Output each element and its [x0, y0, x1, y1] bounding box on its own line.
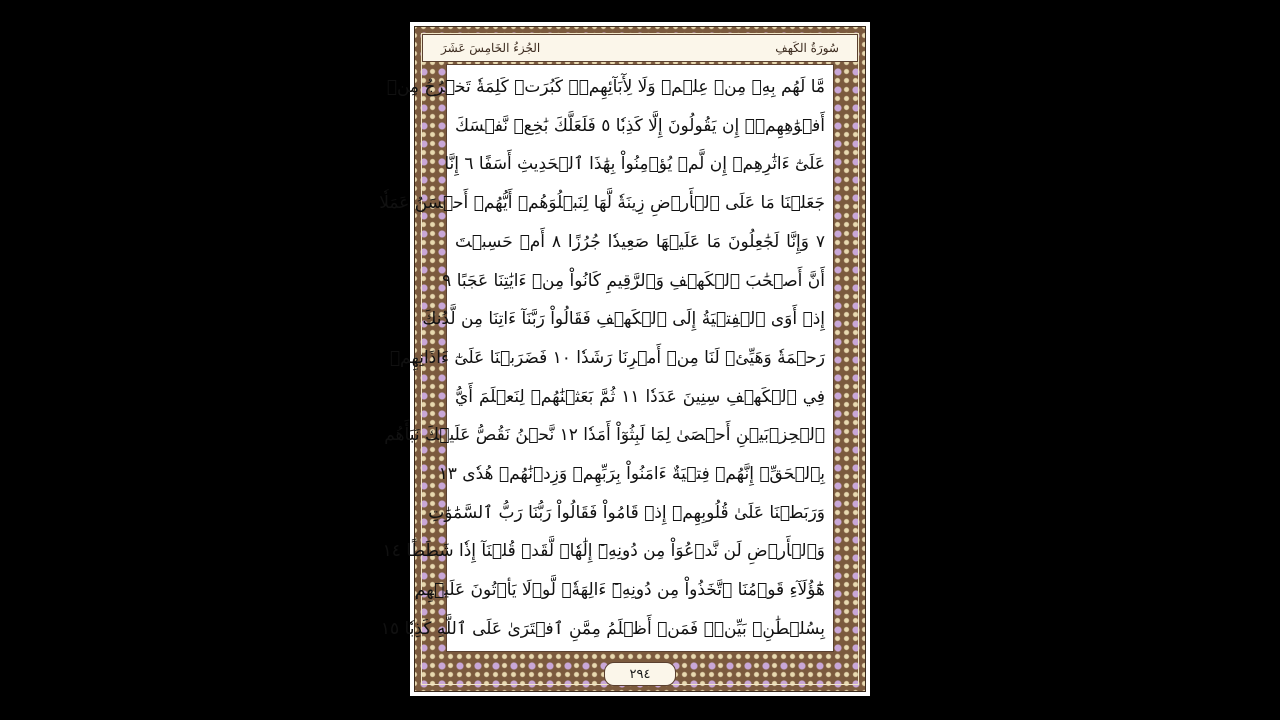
verse-line: أَنَّ أَصۡحَٰبَ ٱلۡكَهۡفِ وَٱلرَّقِيمِ كَانُواْ مِنۡ ءَايَٰتِنَا عَجَبًا ٩: [442, 270, 825, 291]
juz-label: الجُزءُ الخَامِسَ عَشَرَ: [441, 41, 541, 55]
verse-line: فِي ٱلۡكَهۡفِ سِنِينَ عَدَدٗا ١١ ثُمَّ بَعَثۡنَٰهُمۡ لِنَعۡلَمَ أَيُّ: [455, 386, 825, 407]
verse-line: وَرَبَطۡنَا عَلَىٰ قُلُوبِهِمۡ إِذۡ قَامُواْ فَقَالُواْ رَبُّنَا رَبُّ ٱلسَّمَٰوَٰتِ: [428, 502, 825, 523]
page-header: [422, 34, 858, 62]
verse-line: بِسُلۡطَٰنِۭ بَيِّنٖۖ فَمَنۡ أَظۡلَمُ مِمَّنِ ٱفۡتَرَىٰ عَلَى ٱللَّهِ كَذِبٗا ١٥: [380, 618, 825, 639]
page-number: ٢٩٤: [604, 662, 676, 686]
verse-line: هَٰٓؤُلَآءِ قَوۡمُنَا ٱتَّخَذُواْ مِن دُونِهِۦٓ ءَالِهَةٗۖ لَّوۡلَا يَأۡتُونَ عَلَيۡهِم: [414, 580, 825, 601]
verse-line: أَفۡوَٰهِهِمۡۚ إِن يَقُولُونَ إِلَّا كَذِبٗا ٥ فَلَعَلَّكَ بَٰخِعٞ نَّفۡسَكَ: [455, 115, 825, 136]
verse-line: بِٱلۡحَقِّۚ إِنَّهُمۡ فِتۡيَةٌ ءَامَنُواْ بِرَبِّهِمۡ وَزِدۡنَٰهُمۡ هُدٗى ١٣: [438, 464, 825, 485]
surah-label: سُورَةُ الكَهفِ: [775, 41, 839, 55]
verse-line: ٧ وَإِنَّا لَجَٰعِلُونَ مَا عَلَيۡهَا صَعِيدٗا جُرُزًا ٨ أَمۡ حَسِبۡتَ: [455, 231, 825, 252]
verse-line: عَلَىٰٓ ءَاثَٰرِهِمۡ إِن لَّمۡ يُؤۡمِنُواْ بِهَٰذَا ٱلۡحَدِيثِ أَسَفًا ٦ إِنَّا: [444, 154, 825, 175]
verse-line: رَحۡمَةٗ وَهَيِّئۡ لَنَا مِنۡ أَمۡرِنَا رَشَدٗا ١٠ فَضَرَبۡنَا عَلَىٰٓ ءَاذَانِهِمۡ: [389, 347, 825, 368]
verse-line: مَّا لَهُم بِهِۦ مِنۡ عِلۡمٖ وَلَا لِأٓبَآئِهِمۡۚ كَبُرَتۡ كَلِمَةٗ تَخۡرُجُ مِنۡ: [386, 77, 825, 97]
verse-line: ٱلۡحِزۡبَيۡنِ أَحۡصَىٰ لِمَا لَبِثُوٓاْ أَمَدٗا ١٢ نَّحۡنُ نَقُصُّ عَلَيۡكَ نَبَأَهُم: [384, 425, 825, 446]
verse-line: وَٱلۡأَرۡضِ لَن نَّدۡعُوَاْ مِن دُونِهِۦٓ إِلَٰهٗاۖ لَّقَدۡ قُلۡنَآ إِذٗا شَطَطًا ١٤: [382, 541, 825, 562]
verse-line: إِذۡ أَوَى ٱلۡفِتۡيَةُ إِلَى ٱلۡكَهۡفِ فَقَالُواْ رَبَّنَآ ءَاتِنَا مِن لَّدُنكَ: [422, 309, 825, 330]
mushaf-page: [379, 22, 870, 696]
verse-text-area: [379, 64, 834, 652]
verse-line: جَعَلۡنَا مَا عَلَى ٱلۡأَرۡضِ زِينَةٗ لَّهَا لِنَبۡلُوَهُمۡ أَيُّهُمۡ أَحۡسَنُ عَمَلٗا: [379, 193, 825, 214]
